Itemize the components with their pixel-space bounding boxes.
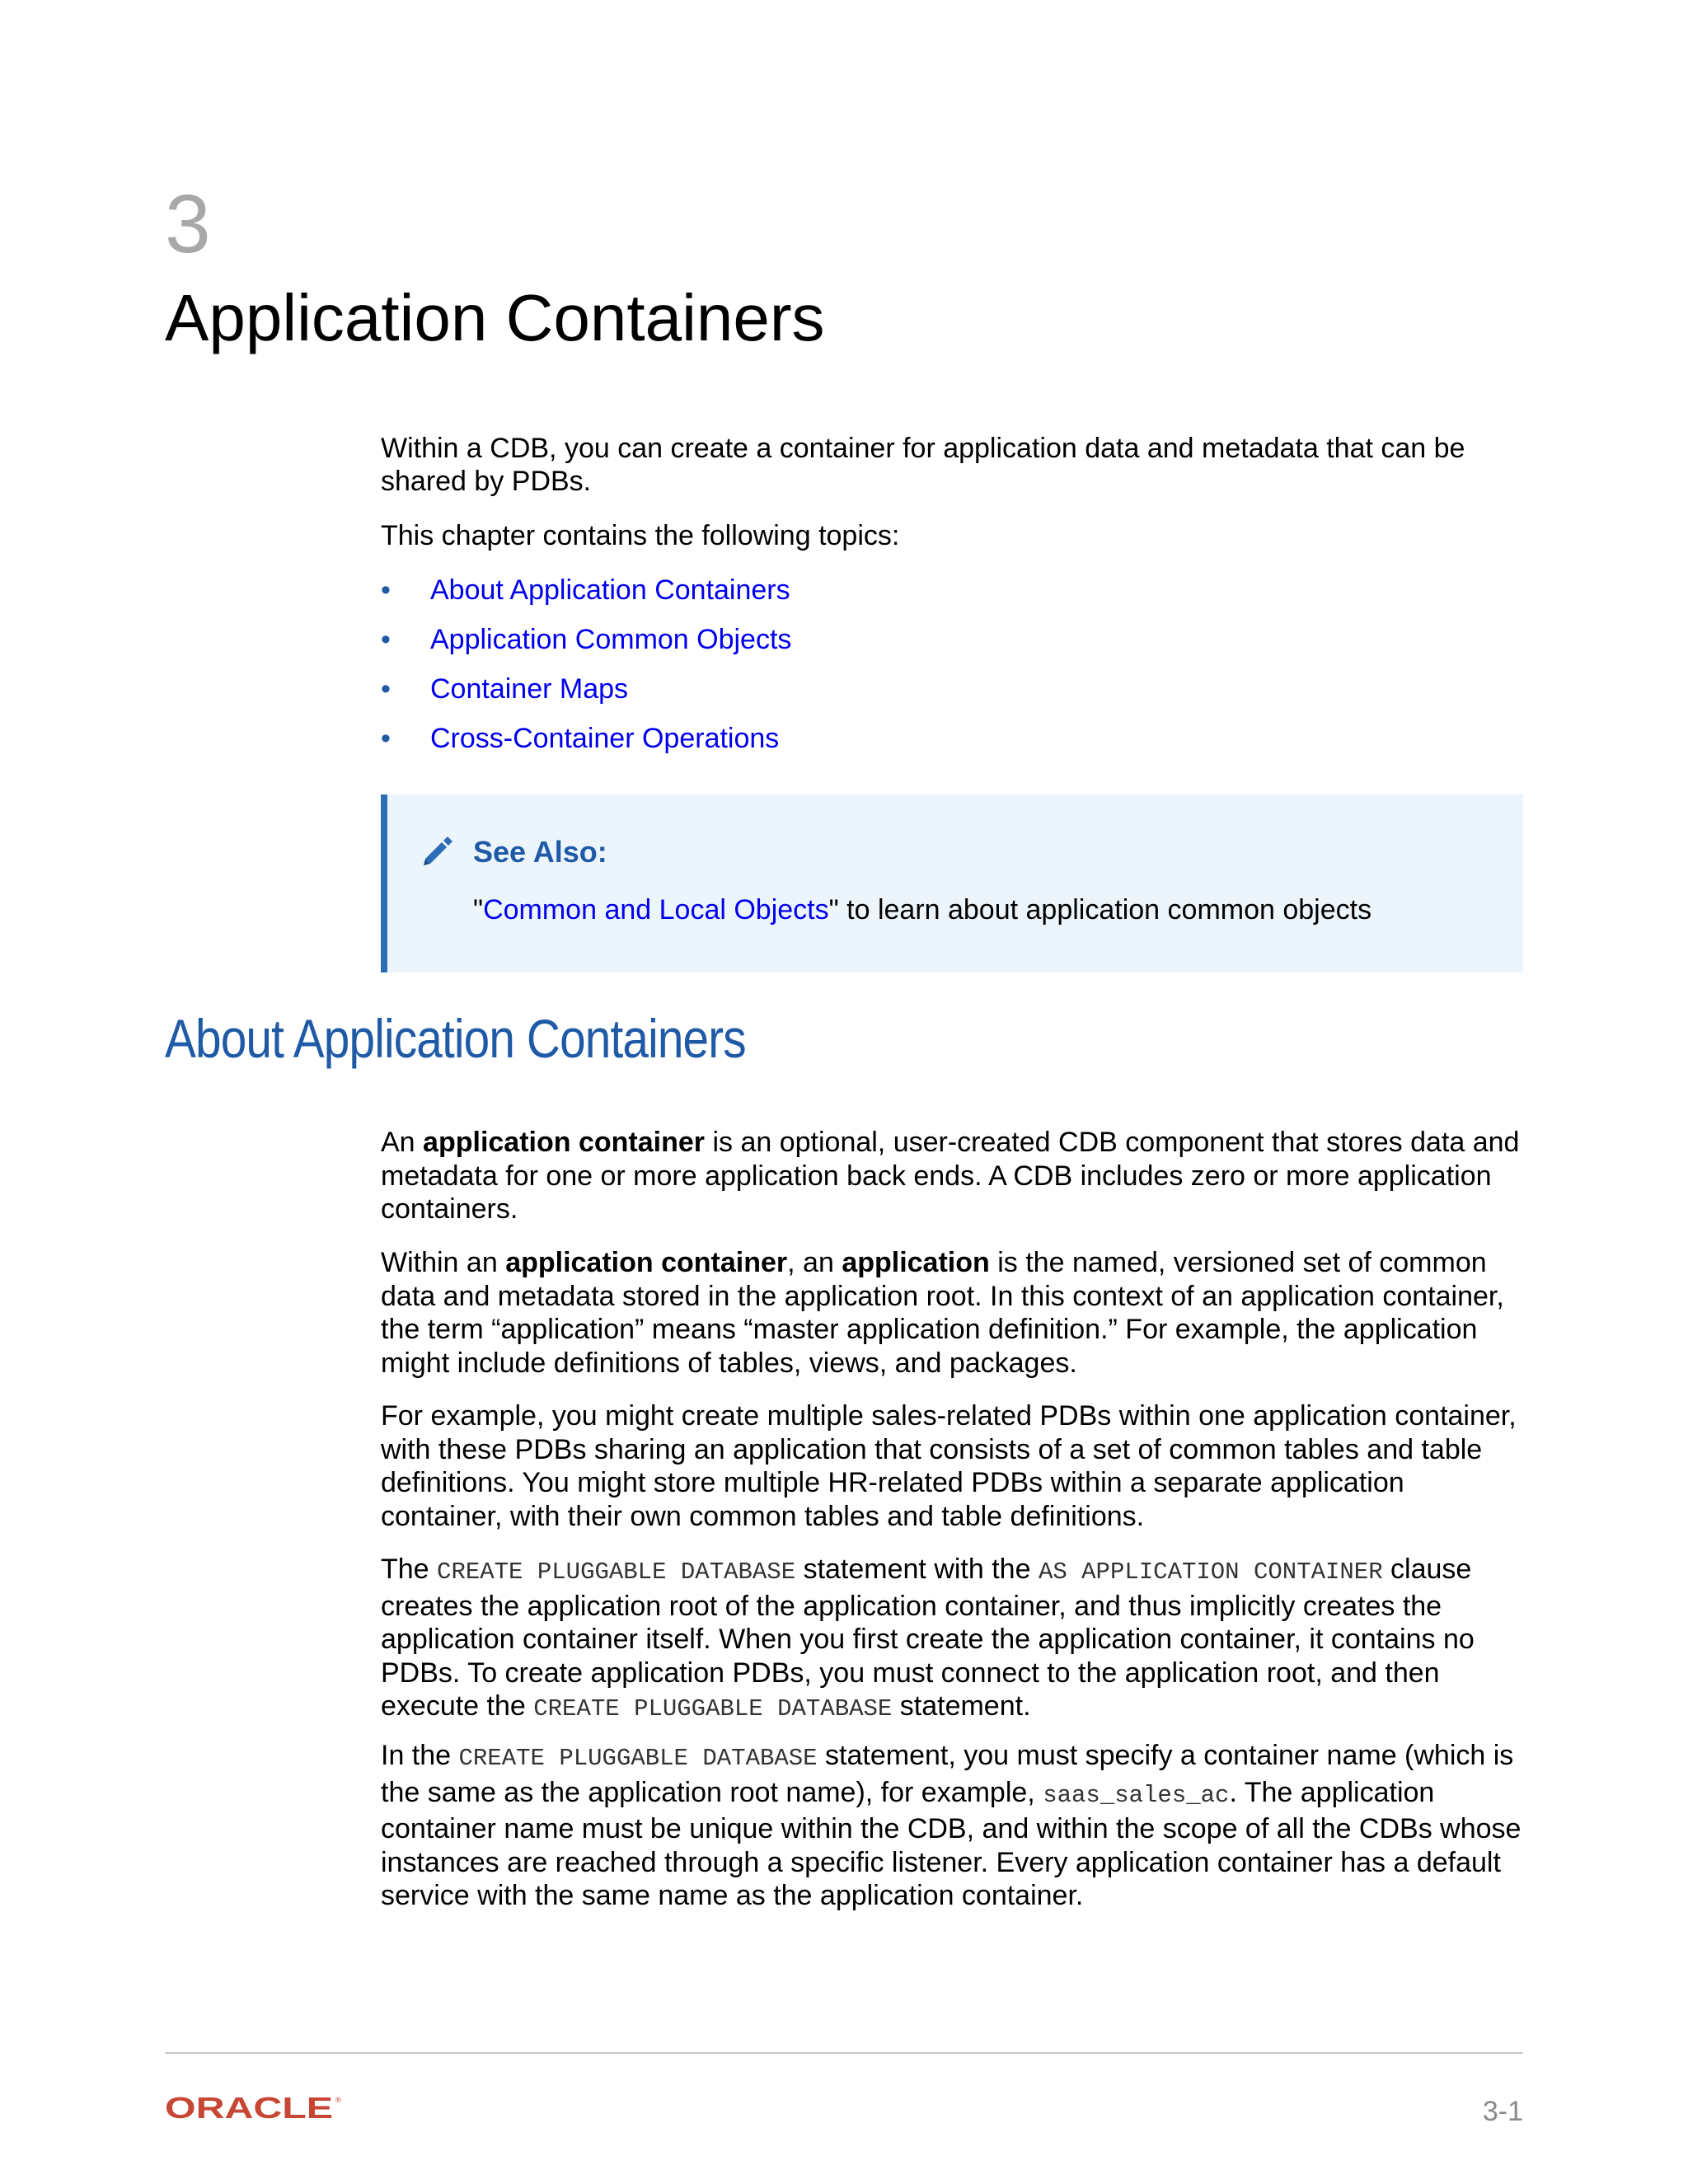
text-run: is the named, versioned set of common data and metadata stored in the application root. In this context of an application container, the term “application” means “master application definition.” For example, the application might include definitions of tables, views, and packages. (381, 1247, 1504, 1379)
text-run: statement with the (795, 1554, 1039, 1585)
oracle-logo (165, 2093, 346, 2121)
intro-paragraph (381, 432, 1525, 498)
text-run: The (381, 1554, 438, 1585)
see-also-title: See Also: (473, 835, 607, 869)
bullet-icon: • (381, 673, 391, 705)
code-create-pluggable-database: CREATE PLUGGABLE DATABASE (437, 1558, 796, 1586)
topics-lead (381, 519, 1525, 552)
chapter-number: 3 (165, 178, 211, 270)
svg-text:ORACLE: ORACLE (165, 2093, 333, 2121)
see-also-note (381, 794, 1523, 972)
bullet-icon: • (381, 723, 391, 754)
paragraph-example: For example, you might create multiple sales-related PDBs within one application container, with these PDBs sharing an application that consists of a set of common tables and table definitions. You might store multiple HR-related PDBs within a separate application container, with their own common tables and table definitions. (381, 1400, 1517, 1532)
paragraph-create-statement (381, 1553, 1526, 1727)
text-run: An (381, 1127, 424, 1158)
text-run: statement. (892, 1690, 1031, 1722)
code-create-pluggable-database: CREATE PLUGGABLE DATABASE (533, 1695, 893, 1722)
paragraph-application (381, 1246, 1526, 1380)
see-also-rest: " to learn about application common objects (828, 894, 1372, 926)
bullet-icon: • (381, 624, 391, 655)
list-item (381, 673, 791, 722)
bullet-icon: • (381, 574, 391, 606)
code-create-pluggable-database: CREATE PLUGGABLE DATABASE (458, 1745, 818, 1772)
text-run: Within an (381, 1247, 506, 1278)
svg-text:®: ® (335, 2096, 341, 2104)
text-run: In the (381, 1740, 459, 1771)
text-run: clause creates the application root of the application container, and thus implicitly creates the application container itself. When you first create the application container, it contains no PDBs. To create application PDBs, you must connect to the application root, and then execute the (381, 1554, 1475, 1722)
text-run: statement, you must specify a container name (which is the same as the application root name), for example, (381, 1740, 1514, 1808)
footer-divider (165, 2052, 1523, 2054)
topic-link-common-objects[interactable]: Application Common Objects (430, 624, 792, 655)
term-application-container: application container (505, 1247, 788, 1278)
topic-link-container-maps[interactable]: Container Maps (430, 673, 629, 705)
quote-open: " (473, 894, 484, 926)
term-application-container: application container (423, 1127, 705, 1158)
text-run: . The application container name must be unique within the CDB, and within the scope of all the CDBs whose instances are reached through a specific listener. Every application container has a default service with the same name as the application container. (381, 1776, 1522, 1911)
paragraph-container-name (381, 1739, 1526, 1913)
chapter-title: Application Containers (165, 281, 825, 354)
topic-link-cross-container[interactable]: Cross-Container Operations (430, 723, 780, 754)
see-also-text (473, 893, 1372, 926)
list-item (381, 623, 791, 673)
common-local-objects-link[interactable]: Common and Local Objects (483, 894, 829, 926)
topic-link-about[interactable]: About Application Containers (430, 574, 790, 606)
section-title: About Application Containers (165, 1008, 746, 1069)
code-as-application-container: AS APPLICATION CONTAINER (1038, 1558, 1383, 1586)
list-item (381, 574, 791, 623)
list-item (381, 722, 791, 771)
topic-list (381, 574, 791, 771)
page-number: 3-1 (1482, 2096, 1523, 2127)
text-run: , an (787, 1247, 842, 1278)
term-application: application (842, 1247, 990, 1278)
pencil-icon (420, 832, 457, 869)
paragraph-definition (381, 1126, 1526, 1226)
topics-lead-text: This chapter contains the following topics: (381, 520, 900, 551)
text-run: is an optional, user-created CDB component that stores data and metadata for one or more application back ends. A CDB includes zero or more application containers. (381, 1127, 1520, 1225)
code-saas-sales-ac: saas_sales_ac (1043, 1781, 1230, 1809)
intro-text: Within a CDB, you can create a container for application data and metadata that can be shared by PDBs. (381, 433, 1465, 497)
